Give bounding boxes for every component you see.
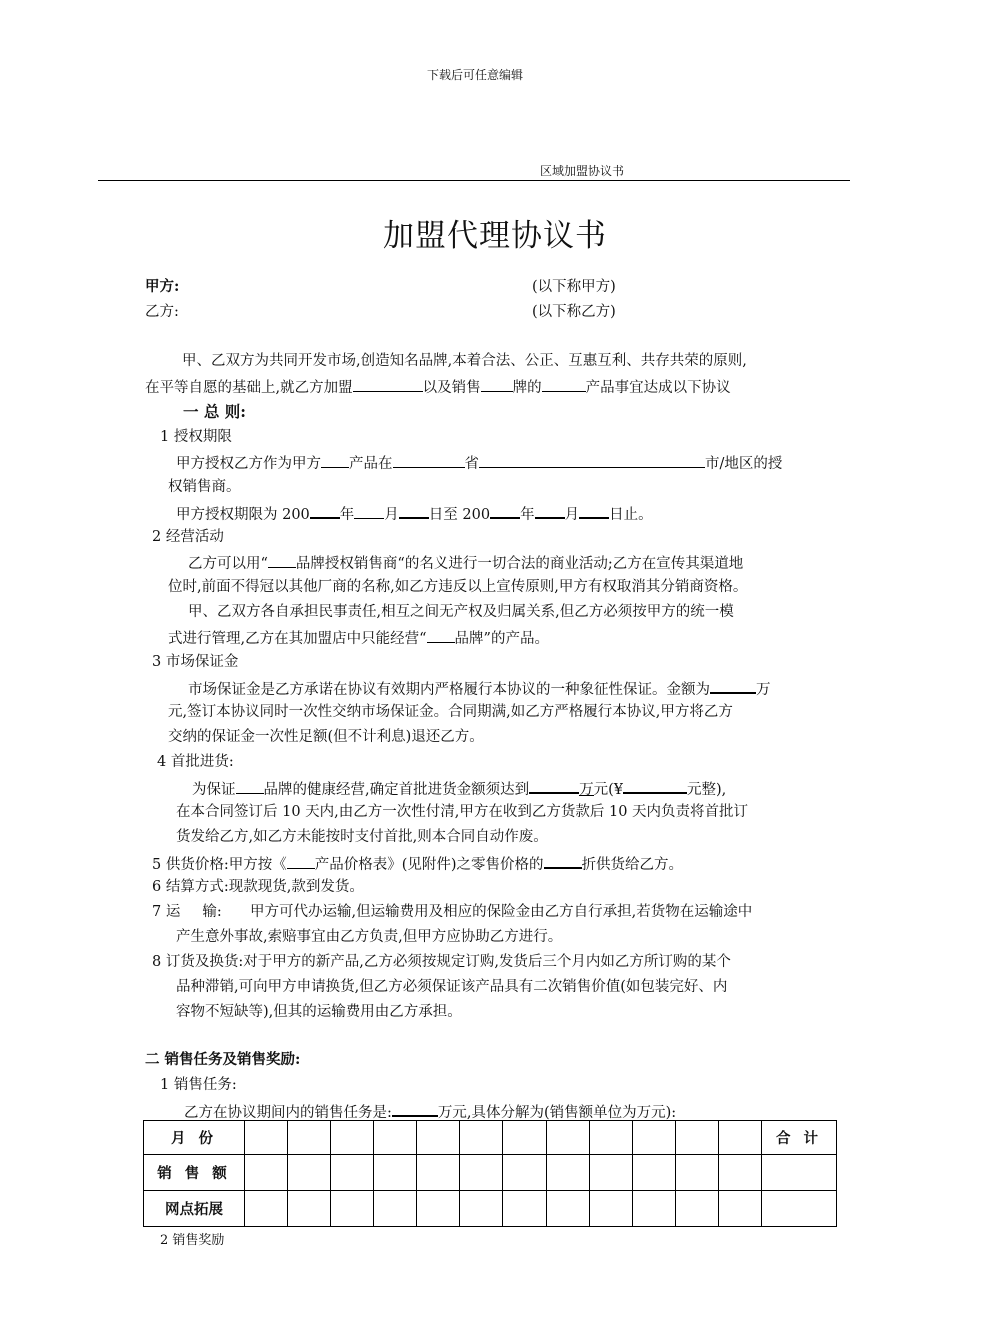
item-4-title: 4 首批进货: [157, 754, 234, 770]
table-cell [245, 1191, 288, 1227]
item-2-line-2: 位时,前面不得冠以其他厂商的名称,如乙方违反以上宣传原则,甲方有权取消其分销商资格。 [168, 579, 748, 595]
table-cell [546, 1191, 589, 1227]
total-header: 合 计 [762, 1121, 837, 1155]
party-b-label: 乙方: [145, 304, 179, 320]
item-8-line-2: 品种滞销,可向甲方申请换货,但乙方必须保证该产品具有二次销售价值(如包装完好、内 [176, 979, 728, 995]
item-3-line-1: 市场保证金是乙方承诺在协议有效期内严格履行本协议的一种象征性保证。金额为 万 [188, 678, 771, 699]
table-cell [460, 1191, 503, 1227]
table-cell [374, 1155, 417, 1191]
item-1-title: 1 授权期限 [160, 429, 232, 445]
table-cell [374, 1121, 417, 1155]
item-1-line-1: 甲方授权乙方作为甲方 产品在 省 市/地区的授 [176, 453, 782, 473]
table-cell [245, 1121, 288, 1155]
row-header-month: 月 份 [144, 1121, 245, 1155]
table-cell [632, 1155, 675, 1191]
item-2-line-4: 式进行管理,乙方在其加盟店中只能经营“ 品牌”的产品。 [168, 628, 549, 648]
table-cell [546, 1155, 589, 1191]
table-cell [331, 1121, 374, 1155]
table-cell [374, 1191, 417, 1227]
row-header-outlets: 网点拓展 [144, 1191, 245, 1227]
running-header-title: 区域加盟协议书 [540, 164, 625, 178]
document-title: 加盟代理协议书 [383, 218, 607, 254]
item-7-line-1: 甲方可代办运输,但运输费用及相应的保险金由乙方自行承担,若货物在运输途中 [250, 904, 753, 920]
item-1-line-3: 甲方授权期限为 200 年 月 日至 200 年 月 日止。 [176, 503, 653, 524]
item-4-line-1: 为保证 品牌的健康经营,确定首批进货金额须达到 万元(¥ 元整), [192, 778, 726, 799]
section-1-heading: 一 总 则: [183, 402, 247, 421]
table-cell [546, 1121, 589, 1155]
table-cell [331, 1155, 374, 1191]
table-row [144, 1121, 837, 1155]
table-row [144, 1191, 837, 1227]
table-cell [632, 1191, 675, 1227]
table-cell [589, 1155, 632, 1191]
table-cell [718, 1155, 761, 1191]
header-rule [98, 180, 850, 181]
table-cell [762, 1191, 837, 1227]
sales-task-table [143, 1120, 837, 1227]
table-cell [675, 1191, 718, 1227]
item-2-line-3: 甲、乙双方各自承担民事责任,相互之间无产权及归属关系,但乙方必须按甲方的统一模 [188, 604, 734, 620]
table-cell [288, 1155, 331, 1191]
table-cell [762, 1155, 837, 1191]
table-cell [417, 1121, 460, 1155]
item-1-line-2: 权销售商。 [168, 479, 241, 495]
item-8-line-3: 容物不短缺等),但其的运输费用由乙方承担。 [176, 1004, 462, 1020]
sales-task-title: 1 销售任务: [160, 1077, 237, 1093]
table-cell [675, 1121, 718, 1155]
intro-line-1: 甲、乙双方为共同开发市场,创造知名品牌,本着合法、公正、互惠互利、共存共荣的原则, [182, 353, 747, 369]
party-b-note: (以下称乙方) [532, 304, 616, 320]
table-cell [417, 1191, 460, 1227]
item-4-line-3: 货发给乙方,如乙方未能按时支付首批,则本合同自动作废。 [176, 829, 548, 845]
item-3-title: 3 市场保证金 [152, 654, 239, 670]
table-cell [632, 1121, 675, 1155]
item-3-line-2: 元,签订本协议同时一次性交纳市场保证金。合同期满,如乙方严格履行本协议,甲方将乙方 [168, 704, 733, 720]
item-8-line-1: 8 订货及换货:对于甲方的新产品,乙方必须按规定订购,发货后三个月内如乙方所订购的某个 [152, 954, 731, 970]
table-cell [245, 1155, 288, 1191]
table-cell [288, 1191, 331, 1227]
party-a-label: 甲方: [145, 278, 180, 295]
item-4-line-2: 在本合同签订后 10 天内,由乙方一次性付清,甲方在收到乙方货款后 10 天内负责将首批订 [176, 804, 749, 820]
sales-task-line: 乙方在协议期间内的销售任务是: 万元,具体分解为(销售额单位为万元): [184, 1101, 676, 1122]
table-cell [589, 1121, 632, 1155]
table-cell [675, 1155, 718, 1191]
item-2-title: 2 经营活动 [152, 529, 224, 545]
table-cell [460, 1155, 503, 1191]
party-a-note: (以下称甲方) [532, 279, 616, 295]
section-2-heading: 二 销售任务及销售奖励: [145, 1051, 301, 1068]
table-cell [718, 1121, 761, 1155]
table-cell [288, 1121, 331, 1155]
sales-reward-title-partial: 2 销售奖励 [160, 1233, 225, 1248]
table-cell [503, 1191, 546, 1227]
item-2-line-1: 乙方可以用“ 品牌授权销售商“的名义进行一切合法的商业活动;乙方在宣传其渠道地 [188, 553, 743, 573]
page-top-note: 下载后可任意编辑 [426, 68, 523, 82]
item-5-line: 5 供货价格:甲方按《 产品价格表》(见附件)之零售价格的 折供货给乙方。 [152, 853, 683, 874]
item-7-line-2: 产生意外事故,索赔事宜由乙方负责,但甲方应协助乙方进行。 [176, 929, 563, 945]
table-cell [417, 1155, 460, 1191]
table-row [144, 1155, 837, 1191]
table-cell [503, 1155, 546, 1191]
table-cell [331, 1191, 374, 1227]
row-header-sales: 销 售 额 [144, 1155, 245, 1191]
item-6-line: 6 结算方式:现款现货,款到发货。 [152, 879, 364, 895]
table-cell [718, 1191, 761, 1227]
item-3-line-3: 交纳的保证金一次性足额(但不计利息)退还乙方。 [168, 729, 484, 745]
table-cell [460, 1121, 503, 1155]
table-cell [589, 1191, 632, 1227]
item-7-label: 7 运 输: [152, 904, 222, 920]
intro-line-2: 在平等自愿的基础上,就乙方加盟 以及销售 牌的 产品事宜达成以下协议 [145, 377, 731, 397]
table-cell [503, 1121, 546, 1155]
